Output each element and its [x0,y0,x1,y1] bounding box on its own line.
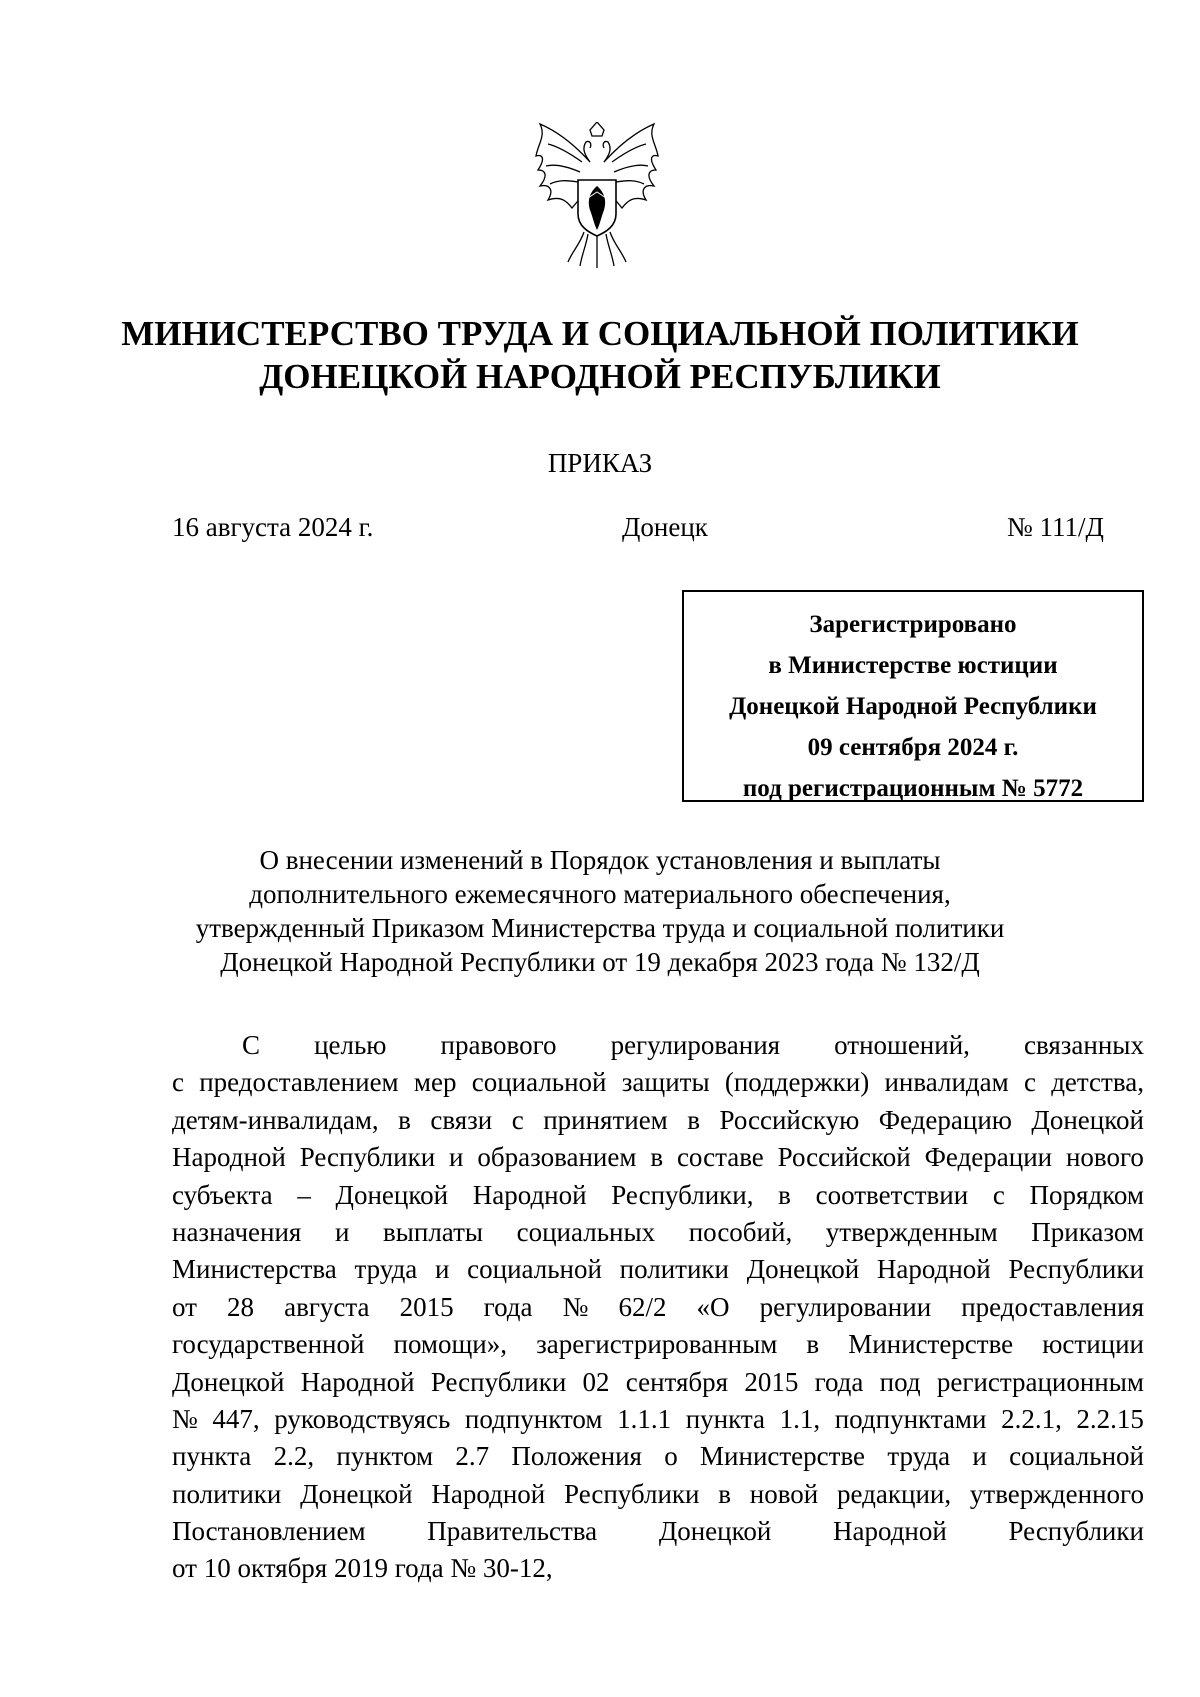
body-line [172,1102,1144,1139]
body-word: пунктом [336,1441,434,1472]
body-word: 2.2.15 [1076,1403,1144,1434]
body-word: связи [430,1104,493,1135]
body-word: в [398,1104,411,1135]
body-word: политики [172,1478,282,1509]
body-word: Народной [172,1142,286,1173]
document-subject [0,843,1200,979]
body-word: с [992,1179,1005,1210]
body-line [172,1214,1144,1251]
body-word: под [879,1366,921,1397]
body-word: – [297,1179,311,1210]
body-word: регулирования [610,1030,781,1060]
body-word: Донецкой [300,1478,413,1509]
body-word: Республики [1008,1516,1144,1547]
body-word: подпунктом [464,1403,603,1434]
body-line [172,1476,1144,1513]
body-line [172,1438,1144,1475]
body-word: пункта [685,1403,766,1434]
body-word: правового [440,1030,557,1060]
body-word: и [972,1441,987,1472]
body-line [172,1139,1144,1176]
body-word: 2015 [399,1291,454,1322]
body-word: 02 [582,1366,610,1397]
body-word: Донецкой [172,1366,285,1397]
ministry-name-line-1: МИНИСТЕРСТВО ТРУДА И СОЦИАЛЬНОЙ ПОЛИТИКИ [121,314,1079,353]
registration-line: Донецкой Народной Республики [729,693,1097,720]
body-word: Правительства [427,1516,598,1547]
body-word: новой [749,1478,819,1509]
body-word: назначения [172,1216,302,1247]
body-line [172,1027,1144,1064]
body-word: нового [1065,1142,1144,1173]
body-word: года [814,1366,864,1397]
ministry-name-line-2: ДОНЕЦКОЙ НАРОДНОЙ РЕСПУБЛИКИ [259,357,941,396]
body-word: социальных [516,1216,656,1247]
body-word: подпунктами [834,1403,987,1434]
body-word: Донецкой [1031,1104,1144,1135]
body-word: с [1023,1067,1036,1098]
document-date: 16 августа 2024 г. [172,512,374,542]
body-word: Республики, [611,1179,754,1210]
body-word: субъекта [172,1179,273,1210]
body-word: отношений, [834,1030,970,1060]
body-line [172,1251,1144,1288]
body-word: государственной [172,1329,365,1360]
body-word: целью [314,1030,387,1060]
body-word: политики [619,1254,729,1285]
body-word: с [511,1104,524,1135]
body-word: Народной [832,1516,947,1547]
registration-line: в Министерстве юстиции [768,652,1058,679]
body-word: № [172,1403,198,1434]
body-word: в [778,1179,791,1210]
body-word: юстиции [1042,1329,1144,1360]
body-word: и [449,1142,464,1173]
body-line [172,1289,1144,1326]
body-word: руководствуясь [274,1403,451,1434]
body-word: Народной [472,1179,587,1210]
body-word: Российскую [719,1104,860,1135]
coat-of-arms-emblem [532,122,662,272]
body-line [172,1064,1144,1101]
body-word: Донецкой [335,1179,449,1210]
body-word: принятием [543,1104,668,1135]
body-word: утвержденным [825,1216,998,1247]
body-word: Российской [777,1142,911,1173]
body-word: августа [284,1291,370,1322]
body-word: С [242,1030,261,1060]
body-line [172,1177,1144,1214]
body-line [172,1401,1144,1438]
body-word: о [664,1441,678,1472]
body-word: соответствии [815,1179,969,1210]
registration-line: под регистрационным № 5772 [742,775,1084,802]
body-word: 2.2, [273,1441,315,1472]
body-word: Федерацию [878,1104,1012,1135]
subject-line: утвержденный Приказом Министерства труда и социальной политики [195,913,1005,943]
body-line: от 10 октября 2019 года № 30-12, [172,1553,553,1584]
body-word: Донецкой [658,1516,772,1547]
body-word: регулировании [759,1291,932,1322]
body-word: труда [354,1254,418,1285]
body-word: Донецкой [746,1254,860,1285]
body-word: Республики [299,1142,436,1173]
body-line [172,1364,1144,1401]
body-word: 28 [227,1291,255,1322]
body-word: «О [696,1291,730,1322]
body-word: социальной [471,1067,607,1098]
body-word: Республики [1008,1254,1144,1285]
body-word: предоставлением [199,1067,399,1098]
body-word: предоставления [961,1291,1144,1322]
document-number: № 111/Д [1007,512,1104,542]
body-word: редакции, [837,1478,952,1509]
body-word: пособий, [688,1216,793,1247]
body-word: Федерации [924,1142,1053,1173]
body-word: в [806,1329,820,1360]
body-word: пункта [172,1441,252,1472]
body-word: Республики [430,1366,567,1397]
body-word: защиты [621,1067,710,1098]
body-word: социальной [1009,1441,1144,1472]
body-word: Министерстве [700,1441,866,1472]
subject-line: Донецкой Народной Республики от 19 декабря 2023 года № 132/Д [220,947,980,977]
body-word: Народной [876,1254,991,1285]
body-word: № [562,1291,589,1322]
body-word: года [483,1291,533,1322]
body-word: 2.7 [455,1441,490,1472]
body-word: в [650,1142,664,1173]
body-line [172,1326,1144,1363]
body-word: сентября [625,1366,729,1397]
body-word: Положения [511,1441,642,1472]
body-word: Республики [564,1478,700,1509]
body-word: помощи», [393,1329,508,1360]
subject-line: дополнительного ежемесячного материального обеспечения, [249,879,951,909]
body-line [172,1513,1144,1550]
body-word: Министерства [172,1254,337,1285]
body-word: в [687,1104,700,1135]
preamble-paragraph [172,1027,1144,1588]
document-city: Донецк [622,512,708,542]
body-word: детям-инвалидам, [172,1104,379,1135]
body-word: 2.2.1, [1001,1403,1062,1434]
body-word: инвалидам [884,1067,1009,1098]
body-word: утвержденного [969,1478,1144,1509]
body-word: Народной [300,1366,415,1397]
body-word: с [172,1067,184,1098]
body-word: детства, [1051,1067,1144,1098]
body-word: образованием [477,1142,637,1173]
body-word: и [334,1216,350,1247]
body-word: Приказом [1031,1216,1144,1247]
body-word: труда [887,1441,951,1472]
body-word: (поддержки) [724,1067,870,1098]
body-word: Порядком [1029,1179,1144,1210]
body-word: и [435,1254,450,1285]
body-word: зарегистрированным [536,1329,778,1360]
body-word: 1.1, [779,1403,821,1434]
body-word: 2015 [744,1366,799,1397]
body-word: в [718,1478,732,1509]
body-word: выплаты [382,1216,484,1247]
body-word: Постановлением [172,1516,366,1547]
subject-line: О внесении изменений в Порядок установления и выплаты [259,845,941,875]
body-word: 1.1.1 [617,1403,672,1434]
body-word: социальной [467,1254,602,1285]
body-word: составе [676,1142,764,1173]
body-word: регистрационным [936,1366,1144,1397]
body-word: связанных [1023,1030,1144,1060]
body-word: 447, [212,1403,260,1434]
body-word: Министерстве [848,1329,1014,1360]
document-type: ПРИКАЗ [547,448,653,478]
registration-line: 09 сентября 2024 г. [807,734,1019,761]
body-word: от [172,1291,197,1322]
body-word: 62/2 [618,1291,667,1322]
body-word: мер [413,1067,457,1098]
registration-line: Зарегистрировано [809,611,1017,638]
body-word: Народной [431,1478,546,1509]
registration-stamp-box [682,590,1144,802]
